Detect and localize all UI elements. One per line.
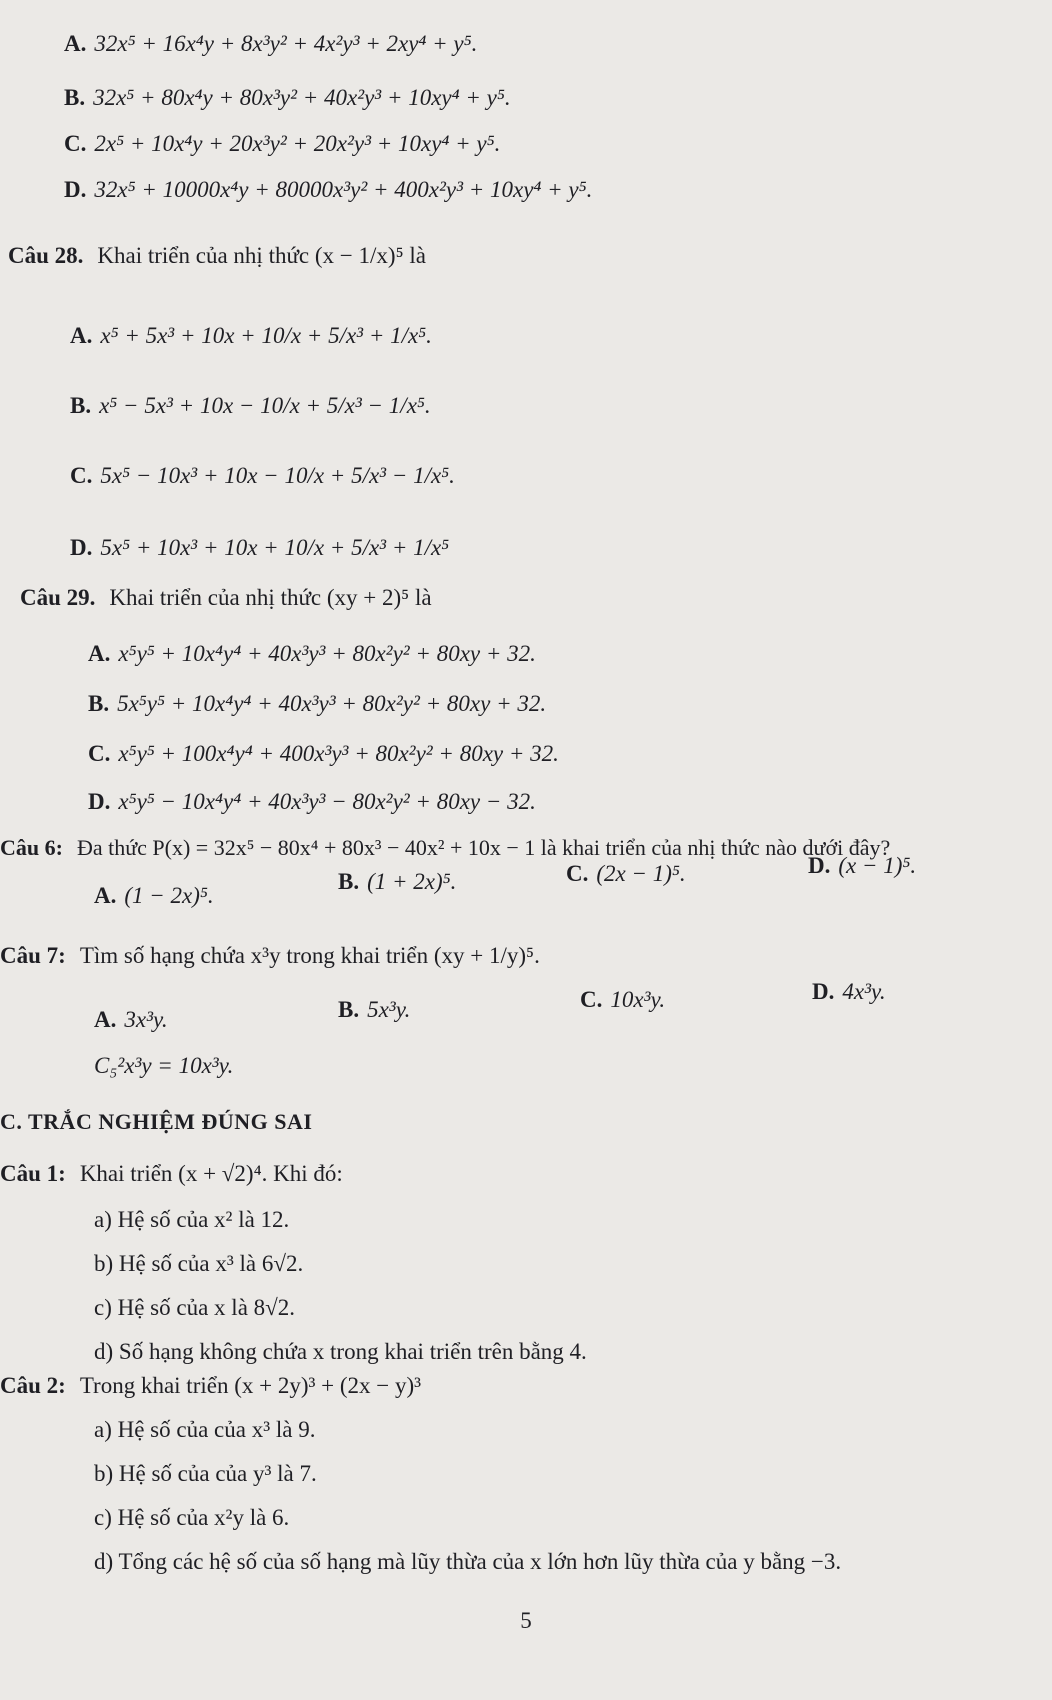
tf2-item-d: d) Tổng các hệ số của số hạng mà lũy thừa của x lớn hơn lũy thừa của y bằng −3.: [94, 1549, 842, 1574]
tf1-item-d: d) Số hạng không chứa x trong khai triển trên bằng 4.: [94, 1339, 587, 1364]
q27-option-b: B. 32x⁵ + 80x⁴y + 80x³y² + 40x²y³ + 10xy⁴ + y⁵.: [64, 85, 511, 110]
q7-option-a: A. 3x³y.: [94, 1007, 168, 1032]
q6-option-d: D. (x − 1)⁵.: [808, 853, 917, 878]
tf1-item-c: c) Hệ số của x là 8√2.: [94, 1295, 296, 1320]
q28-stem: Câu 28. Khai triển của nhị thức (x − 1/x)⁵ là: [8, 243, 426, 268]
q29-stem: Câu 29. Khai triển của nhị thức (xy + 2)⁵ là: [20, 585, 432, 610]
q29-option-c: C. x⁵y⁵ + 100x⁴y⁴ + 400x³y³ + 80x²y² + 80xy + 32.: [88, 741, 559, 766]
q29-option-d: D. x⁵y⁵ − 10x⁴y⁴ + 40x³y³ − 80x²y² + 80xy − 32.: [88, 789, 536, 814]
q27-option-d: D. 32x⁵ + 10000x⁴y + 80000x³y² + 400x²y³ + 10xy⁴ + y⁵.: [64, 177, 593, 202]
q7-stem: Câu 7: Tìm số hạng chứa x³y trong khai triển (xy + 1/y)⁵.: [0, 943, 540, 968]
tf1-stem: Câu 1: Khai triển (x + √2)⁴. Khi đó:: [0, 1161, 343, 1186]
q6-option-a: A. (1 − 2x)⁵.: [94, 883, 214, 908]
q28-option-c: C. 5x⁵ − 10x³ + 10x − 10/x + 5/x³ − 1/x⁵.: [70, 463, 455, 488]
q7-option-c: C. 10x³y.: [580, 987, 666, 1012]
q7-solution: C₅²x³y = 10x³y.: [94, 1053, 234, 1078]
q7-option-d: D. 4x³y.: [812, 979, 886, 1004]
tf1-item-b: b) Hệ số của x³ là 6√2.: [94, 1251, 304, 1276]
q27-option-c: C. 2x⁵ + 10x⁴y + 20x³y² + 20x²y³ + 10xy⁴ + y⁵.: [64, 131, 501, 156]
tf2-item-c: c) Hệ số của x²y là 6.: [94, 1505, 290, 1530]
page-number: 5: [520, 1608, 532, 1633]
q6-option-b: B. (1 + 2x)⁵.: [338, 869, 457, 894]
q28-option-b: B. x⁵ − 5x³ + 10x − 10/x + 5/x³ − 1/x⁵.: [70, 393, 431, 418]
q28-option-a: A. x⁵ + 5x³ + 10x + 10/x + 5/x³ + 1/x⁵.: [70, 323, 432, 348]
tf1-item-a: a) Hệ số của x² là 12.: [94, 1207, 290, 1232]
q29-option-a: A. x⁵y⁵ + 10x⁴y⁴ + 40x³y³ + 80x²y² + 80xy + 32.: [88, 641, 536, 666]
q27-option-a: A. 32x⁵ + 16x⁴y + 8x³y² + 4x²y³ + 2xy⁴ + y⁵.: [64, 31, 478, 56]
tf2-item-a: a) Hệ số của của x³ là 9.: [94, 1417, 316, 1442]
q7-option-b: B. 5x³y.: [338, 997, 411, 1022]
tf2-item-b: b) Hệ số của của y³ là 7.: [94, 1461, 317, 1486]
q6-option-c: C. (2x − 1)⁵.: [566, 861, 686, 886]
tf2-stem: Câu 2: Trong khai triển (x + 2y)³ + (2x − y)³: [0, 1373, 422, 1398]
section-heading: C. TRẮC NGHIỆM ĐÚNG SAI: [0, 1109, 313, 1134]
q6-stem: Câu 6: Đa thức P(x) = 32x⁵ − 80x⁴ + 80x³ − 40x² + 10x − 1 là khai triển của nhị thức nào dưới đây?: [0, 835, 891, 860]
q28-option-d: D. 5x⁵ + 10x³ + 10x + 10/x + 5/x³ + 1/x⁵: [70, 535, 450, 560]
q29-option-b: B. 5x⁵y⁵ + 10x⁴y⁴ + 40x³y³ + 80x²y² + 80xy + 32.: [88, 691, 547, 716]
